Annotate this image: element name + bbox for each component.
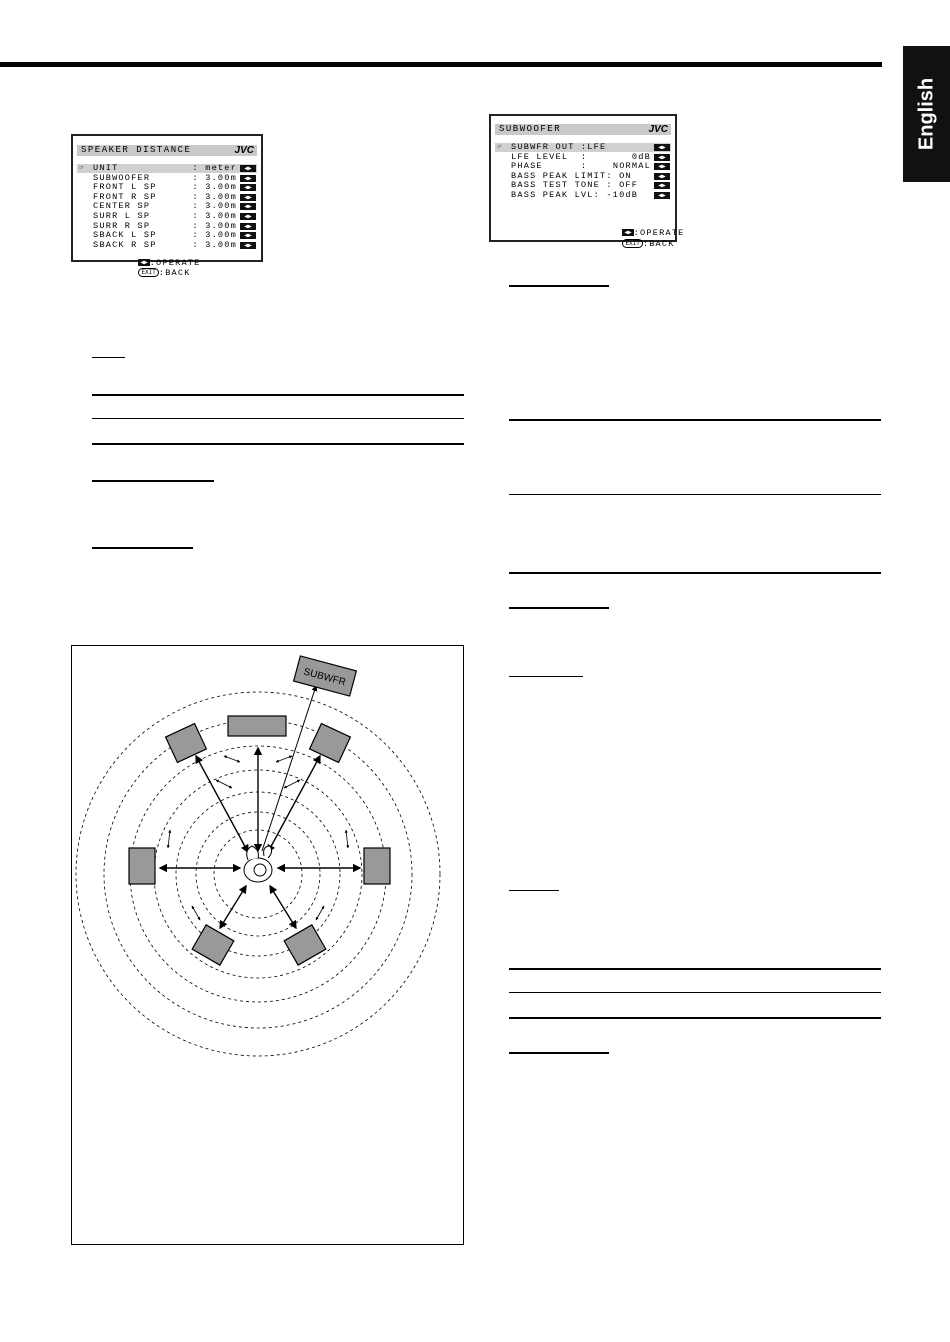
osd-row-label: SURR R SP: [93, 220, 151, 231]
surround-right-speaker: [364, 848, 390, 884]
heading-rule: [509, 607, 609, 609]
osd-row-value: : meter: [192, 163, 237, 173]
osd-row-label: SUBWOOFER: [93, 172, 151, 183]
left-right-arrow-icon: ◀▶: [240, 242, 256, 249]
osd-header: [495, 124, 671, 135]
left-right-arrow-icon: ◀▶: [654, 173, 670, 180]
osd-row-label: FRONT L SP: [93, 182, 157, 193]
operate-label: :OPERATE: [149, 258, 201, 268]
surround-back-left-speaker: [192, 925, 234, 965]
osd-row-value: : 3.00m: [192, 211, 237, 221]
back-label: :BACK: [158, 268, 191, 278]
osd-row-label: FRONT R SP: [93, 191, 157, 202]
surround-back-right-speaker: [284, 925, 326, 965]
osd-row-label: BASS PEAK LVL: -10dB: [511, 190, 639, 200]
speaker-layout-svg: [72, 646, 463, 1244]
left-right-arrow-icon: ◀▶: [624, 229, 632, 237]
surround-back-right-distance-arrow: [270, 886, 296, 928]
gap-arrow: [346, 830, 348, 848]
osd-row-label: LFE LEVEL :: [511, 151, 588, 162]
top-rule: [0, 62, 882, 67]
left-right-arrow-icon: ◀▶: [240, 213, 256, 220]
language-tab: [903, 46, 950, 182]
osd-row-label: SBACK L SP: [93, 230, 157, 241]
osd-row-value: : 3.00m: [192, 191, 237, 202]
osd-footer: [113, 248, 201, 288]
osd-row-value: : 3.00m: [192, 239, 237, 250]
jvc-logo: JVC: [234, 145, 254, 156]
osd-row-value: 0dB: [631, 151, 651, 162]
left-right-arrow-icon: ◀▶: [240, 194, 256, 201]
table-rule: [509, 1017, 881, 1019]
osd-row-label: PHASE :: [511, 161, 588, 172]
table-rule: [509, 992, 881, 993]
subwoofer-distance-arrow: [262, 686, 316, 851]
osd-row-label: BASS PEAK LIMIT: ON: [511, 170, 632, 181]
center-speaker: [228, 716, 286, 736]
gap-arrow: [192, 906, 200, 920]
front-right-speaker: [310, 724, 351, 763]
table-rule: [509, 494, 881, 495]
back-label: :BACK: [642, 239, 675, 249]
gap-arrow: [168, 830, 170, 848]
left-right-arrow-icon: ◀▶: [240, 165, 256, 172]
listener-icon: [244, 846, 272, 882]
table-rule: [92, 443, 464, 445]
surround-left-speaker: [129, 848, 155, 884]
osd-row-label: CENTER SP: [93, 201, 151, 212]
exit-key-icon: EXIT: [138, 268, 158, 277]
osd-row-label: BASS TEST TONE : OFF: [511, 180, 639, 191]
left-right-arrow-icon: ◀▶: [240, 203, 256, 210]
gap-arrow: [276, 756, 292, 762]
table-rule: [509, 572, 881, 574]
left-right-arrow-icon: ◀▶: [654, 154, 670, 161]
osd-row[interactable]: [495, 162, 671, 171]
surround-back-left-distance-arrow: [220, 886, 246, 928]
left-right-arrow-icon: ◀▶: [240, 232, 256, 239]
left-right-arrow-icon: ◀▶: [140, 259, 148, 267]
short-rule: [92, 357, 125, 358]
left-right-arrow-icon: ◀▶: [240, 184, 256, 191]
heading-rule: [509, 285, 609, 287]
osd-row[interactable]: [495, 143, 671, 152]
osd-row-value: : 3.00m: [192, 201, 237, 212]
left-right-arrow-icon: ◀▶: [654, 192, 670, 199]
osd-row[interactable]: [495, 191, 671, 200]
heading-rule: [92, 480, 214, 482]
table-rule: [92, 418, 464, 419]
table-rule: [509, 968, 881, 970]
front-right-distance-arrow: [268, 756, 320, 852]
osd-row[interactable]: [77, 183, 257, 192]
left-right-arrow-icon: ◀▶: [240, 175, 256, 182]
speaker-layout-diagram: [71, 645, 464, 1245]
short-rule: [509, 890, 559, 891]
front-left-speaker: [166, 724, 207, 763]
osd-row-value: : 3.00m: [192, 182, 237, 193]
language-tab-label: English: [915, 77, 937, 151]
table-rule: [509, 419, 881, 421]
osd-row[interactable]: [77, 231, 257, 240]
osd-title: SPEAKER DISTANCE: [81, 145, 192, 155]
gap-arrow: [316, 906, 324, 920]
speaker-distance-screen: [71, 134, 263, 278]
osd-row-value: : 3.00m: [192, 230, 237, 241]
exit-key-icon: EXIT: [622, 239, 642, 248]
left-right-arrow-icon: ◀▶: [654, 163, 670, 170]
heading-rule: [509, 1052, 609, 1054]
front-left-distance-arrow: [196, 756, 248, 852]
hand-pointer-icon: ☞: [79, 164, 86, 173]
osd-row[interactable]: [77, 164, 257, 173]
osd-row[interactable]: [77, 212, 257, 221]
osd-footer-back: [597, 229, 675, 259]
osd-row-value: : 3.00m: [192, 172, 237, 183]
osd-header: [77, 145, 257, 156]
heading-rule: [509, 676, 583, 677]
operate-label: :OPERATE: [633, 228, 685, 238]
osd-row-value: : 3.00m: [192, 220, 237, 231]
osd-title: SUBWOOFER: [499, 124, 562, 134]
table-rule: [92, 394, 464, 396]
heading-rule: [92, 547, 193, 549]
osd-row-label: SURR L SP: [93, 211, 151, 221]
osd-row-label: SBACK R SP: [93, 239, 157, 250]
subwoofer-label: SUBWFR: [302, 666, 347, 689]
left-right-arrow-icon: ◀▶: [240, 223, 256, 230]
gap-arrow: [224, 756, 240, 762]
gap-arrow: [216, 780, 232, 788]
jvc-logo: JVC: [648, 124, 668, 135]
osd-row-label: SUBWFR OUT :LFE: [511, 142, 607, 152]
gap-arrow: [284, 780, 300, 788]
hand-pointer-icon: ☞: [497, 143, 504, 152]
subwoofer-screen: [489, 114, 685, 249]
osd-row-value: NORMAL: [612, 161, 651, 172]
left-right-arrow-icon: ◀▶: [654, 182, 670, 189]
osd-row-label: UNIT: [93, 163, 119, 173]
left-right-arrow-icon: ◀▶: [654, 144, 670, 151]
